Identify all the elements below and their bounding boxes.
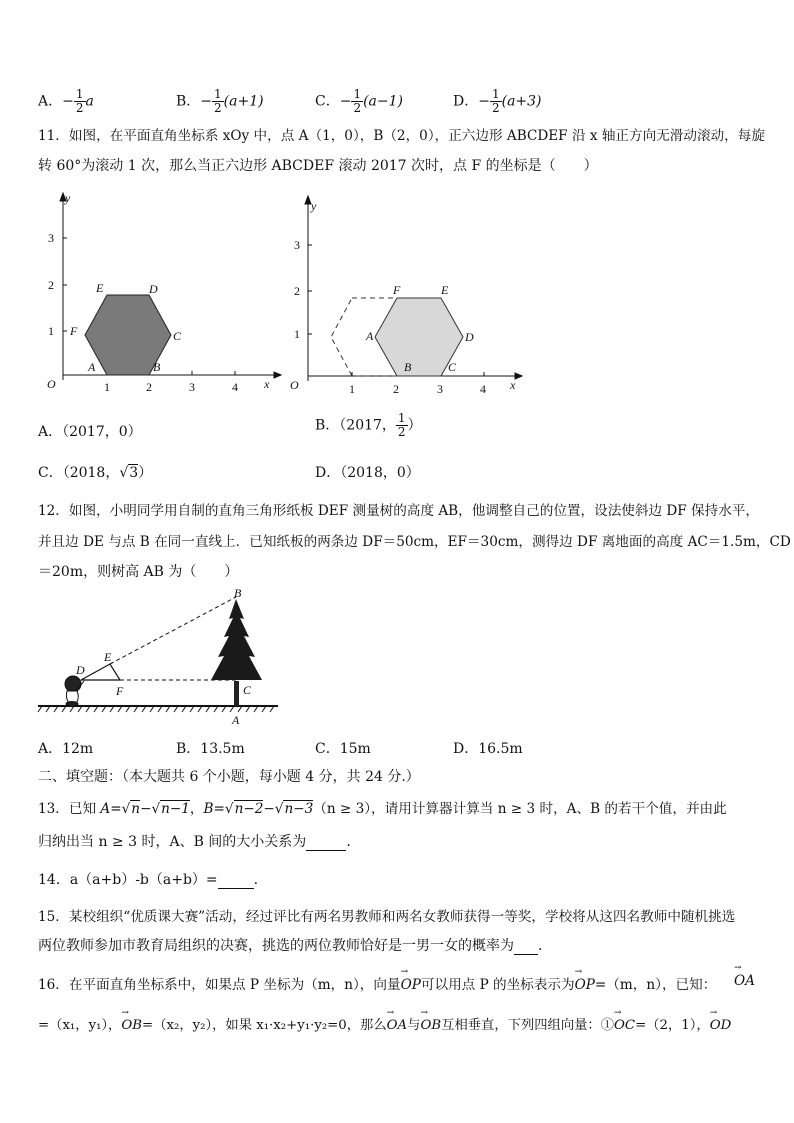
q11-option-b: B．（2017， $\frac{1}{2}$ ）: [315, 411, 422, 439]
point-b: B: [234, 586, 242, 600]
y-label: y: [65, 191, 71, 205]
q11-figure-right: [284, 190, 534, 405]
q12-option-d: D．16.5m: [453, 741, 523, 757]
q12-stem-line1: 12．如图，小明同学用自制的直角三角形纸板 DEF 测量树的高度 AB，他调整自己的位置，设法使斜边 DF 保持水平，: [38, 503, 760, 519]
vertex-b: B: [153, 360, 161, 374]
q10-option-b: B．− $\frac{1}{2}$ (a+1): [176, 87, 264, 115]
origin-label: O: [290, 378, 299, 392]
svg-text:1: 1: [349, 382, 355, 396]
svg-text:3: 3: [189, 380, 195, 394]
svg-text:3: 3: [437, 382, 443, 396]
q10-option-c: C．− $\frac{1}{2}$ (a−1): [315, 87, 404, 115]
svg-text:1: 1: [104, 380, 110, 394]
vertex-d: D: [149, 282, 158, 296]
svg-text:4: 4: [480, 382, 486, 396]
svg-text:2: 2: [294, 284, 300, 298]
q11-option-d: D．（2018，0）: [315, 465, 420, 481]
vertex-b: B: [404, 360, 412, 374]
point-e: E: [104, 650, 112, 664]
svg-text:2: 2: [146, 380, 152, 394]
svg-text:1: 1: [294, 327, 300, 341]
vertex-f: F: [70, 324, 78, 338]
q11-option-a: A．（2017，0）: [38, 424, 142, 440]
point-f: F: [116, 684, 124, 698]
vertex-d: D: [465, 330, 474, 344]
vertex-a: A: [366, 329, 374, 343]
x-axis-arrow: [515, 373, 522, 379]
q13-answer-blank[interactable]: [306, 834, 346, 851]
x-axis-arrow: [274, 372, 281, 378]
vertex-a: A: [88, 360, 96, 374]
x-label: x: [510, 378, 516, 392]
tree: [211, 599, 262, 706]
q13-stem-line2: 归纳出当 n ≥ 3 时，A、B 间的大小关系为 .: [38, 834, 351, 850]
q12-option-c: C．15m: [315, 741, 371, 757]
vertex-e: E: [96, 281, 104, 295]
origin-label: O: [47, 377, 56, 391]
svg-text:3: 3: [48, 231, 54, 245]
q16-vector-oa: → OA: [734, 973, 755, 989]
vertex-c: C: [448, 360, 457, 374]
q12-stem-line3: ＝20m，则树高 AB 为（ ）: [38, 564, 239, 580]
sight-line: [110, 597, 236, 664]
q13-stem-line1: 13．已知 A=√n−√n−1，B=√n−2−√n−3（n ≥ 3），请用计算器计算当 n ≥ 3 时，A、B 的若干个值，并由此: [38, 801, 727, 817]
y-label: y: [311, 199, 317, 213]
q12-figure: [36, 585, 296, 730]
svg-text:3: 3: [294, 238, 300, 252]
q14-stem: 14．a（a+b）-b（a+b）= .: [38, 872, 259, 888]
vertex-f: F: [393, 283, 401, 297]
q11-stem-line1: 11．如图，在平面直角坐标系 xOy 中，点 A（1，0），B（2，0），正六边形 ABCDEF 沿 x 轴正方向无滑动滚动，每旋: [38, 128, 765, 144]
q10-option-a: A．− $\frac{1}{2}$ a: [38, 87, 94, 115]
x-label: x: [264, 377, 270, 391]
vertex-e: E: [441, 283, 449, 297]
triangle-def: [81, 664, 120, 680]
vertex-c: C: [173, 329, 182, 343]
point-d: D: [76, 663, 85, 677]
q15-stem-line2: 两位教师参加市教育局组织的决赛，挑选的两位教师恰好是一男一女的概率为 .: [38, 938, 543, 954]
q15-answer-blank[interactable]: [514, 938, 538, 955]
q12-stem-line2: 并且边 DE 与点 B 在同一直线上．已知纸板的两条边 DF＝50cm，EF＝30cm，测得边 DF 离地面的高度 AC＝1.5m，CD: [38, 534, 791, 550]
svg-text:1: 1: [48, 324, 54, 338]
point-a: A: [232, 713, 240, 727]
q15-stem-line1: 15．某校组织“优质课大赛”活动，经过评比有两名男教师和两名女教师获得一等奖，学校将从这四名教师中随机挑选: [38, 909, 736, 925]
q12-option-b: B．13.5m: [176, 741, 245, 757]
q16-stem-line1: 16．在平面直角坐标系中，如果点 P 坐标为（m，n），向量→ OP可以用点 P 的坐标表示为→ OP=（m，n），已知：: [38, 973, 716, 993]
svg-text:4: 4: [232, 380, 238, 394]
q11-figure-left: [36, 185, 286, 400]
q14-answer-blank[interactable]: [218, 872, 254, 889]
q16-stem-line2: =（x₁，y₁），→ OB=（x₂，y₂），如果 x₁·x₂+y₁·y₂=0，那么→ OA与→ OB互相垂直，下列四组向量：①→ OC=（2，1），→ OD: [38, 1014, 731, 1033]
section-header-fill-in: 二、填空题：（本大题共 6 个小题，每小题 4 分，共 24 分.）: [38, 769, 420, 785]
q11-option-c: C．（2018，√3）: [38, 465, 153, 481]
point-c: C: [243, 683, 252, 697]
q12-option-a: A．12m: [38, 741, 94, 757]
svg-text:2: 2: [393, 382, 399, 396]
q11-stem-line2: 转 60°为滚动 1 次，那么当正六边形 ABCDEF 滚动 2017 次时，点 F 的坐标是（ ）: [38, 158, 598, 174]
svg-text:2: 2: [48, 278, 54, 292]
q10-option-d: D．− $\frac{1}{2}$ (a+3): [453, 87, 542, 115]
